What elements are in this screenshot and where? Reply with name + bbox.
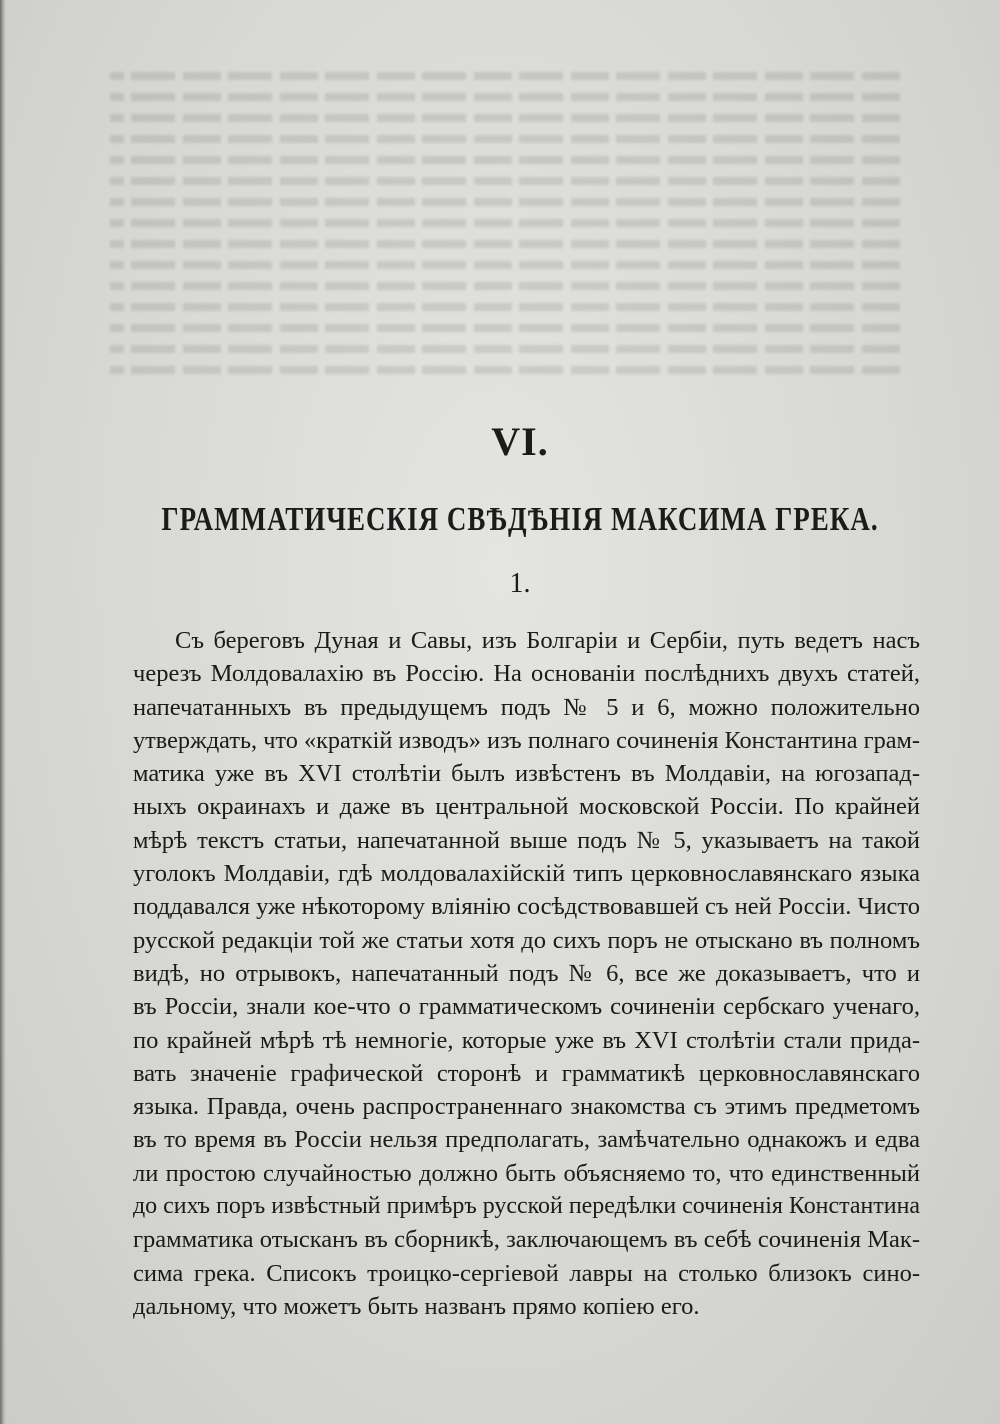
text-line: въ то время въ Россіи нельзя предполагать, замѣчательно однакожъ и едва bbox=[133, 1126, 920, 1154]
bleed-through-texture bbox=[110, 60, 900, 540]
text-line: утверждать, что «краткій изводъ» изъ полнаго сочиненія Константина грам- bbox=[133, 726, 920, 754]
text-line: языка. Правда, очень распространеннаго знакомства съ этимъ предметомъ bbox=[133, 1093, 920, 1121]
text-line: русской редакціи той же статьи хотя до сихъ поръ не отыскано въ полномъ bbox=[133, 926, 920, 954]
text-line: въ Россіи, знали кое-что о грамматическомъ сочиненіи сербскаго ученаго, bbox=[133, 993, 920, 1021]
section-title: ГРАММАТИЧЕСКІЯ СВѢДѢНІЯ МАКСИМА ГРЕКА. bbox=[161, 500, 879, 538]
text-line: ныхъ окраинахъ и даже въ центральной московской Россіи. По крайней bbox=[133, 793, 920, 821]
text-line: сима грека. Списокъ троицко-сергіевой лавры на столько близокъ сино- bbox=[133, 1259, 920, 1287]
text-line: видѣ, но отрывокъ, напечатанный подъ № 6, все же доказываетъ, что и bbox=[133, 959, 920, 987]
text-line: ли простою случайностью должно быть объясняемо то, что единственный bbox=[133, 1159, 920, 1187]
page-edge-shadow bbox=[0, 0, 6, 1424]
text-line: до сихъ поръ извѣстный примѣръ русской передѣлки сочиненія Константина bbox=[133, 1193, 920, 1220]
text-line: черезъ Молдовалахію въ Россію. На основаніи послѣднихъ двухъ статей, bbox=[133, 660, 920, 688]
subsection-number: 1. bbox=[509, 568, 531, 599]
text-line: дальному, что можетъ быть названъ прямо копіею его. bbox=[133, 1292, 700, 1320]
text-line: вать значеніе графической сторонѣ и грамматикѣ церковнославянскаго bbox=[133, 1059, 920, 1087]
text-line: грамматика отысканъ въ сборникѣ, заключающемъ въ себѣ сочиненія Мак- bbox=[133, 1226, 920, 1254]
text-line: Съ береговъ Дуная и Савы, изъ Болгаріи и Сербіи, путь ведетъ насъ bbox=[175, 627, 920, 654]
text-line: напечатанныхъ въ предыдущемъ подъ № 5 и 6, можно положительно bbox=[133, 693, 920, 721]
section-numeral: VI. bbox=[491, 419, 549, 464]
text-line: матика уже въ XVI столѣтіи былъ извѣстенъ въ Молдавіи, на югозапад- bbox=[133, 760, 920, 788]
body-paragraph bbox=[133, 624, 920, 1323]
text-line: по крайней мѣрѣ тѣ немногіе, которые уже въ XVI столѣтіи стали прида- bbox=[133, 1026, 920, 1054]
text-line: поддавался уже нѣкоторому вліянію сосѣдствовавшей съ ней Россіи. Чисто bbox=[133, 893, 920, 921]
text-line: мѣрѣ текстъ статьи, напечатанной выше подъ № 5, указываетъ на такой bbox=[133, 826, 920, 854]
text-line: уголокъ Молдавіи, гдѣ молдовалахійскій типъ церковнославянскаго языка bbox=[133, 860, 920, 888]
